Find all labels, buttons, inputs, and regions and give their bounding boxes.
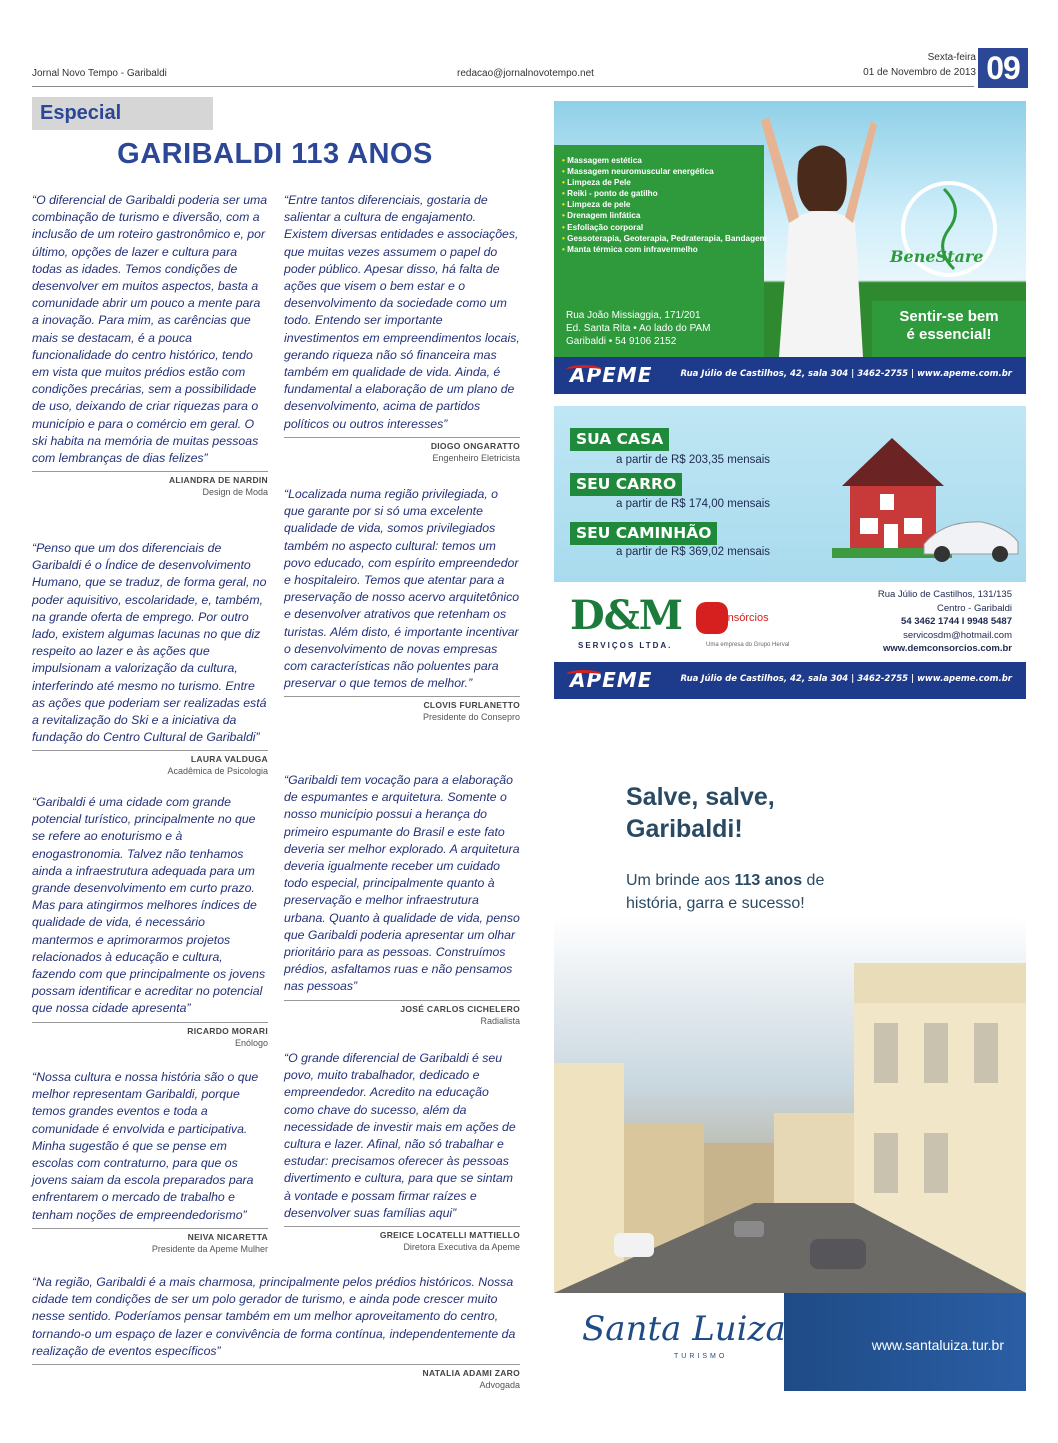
santaluiza-logo-sub: TURISMO xyxy=(674,1353,728,1360)
benestare-brand: BeneStare xyxy=(890,247,984,266)
santaluiza-logo: Santa Luiza xyxy=(582,1309,786,1349)
ad-headline xyxy=(626,781,775,845)
quote-author: JOSÉ CARLOS CICHELERO xyxy=(400,1003,520,1014)
website: www.demconsorcios.com.br xyxy=(883,643,1012,654)
service-item: • Massagem estética xyxy=(562,155,767,166)
quote-text: “Nossa cultura e nossa história são o que melhor representam Garibaldi, porque temos grandes eventos e toda a comunidade é envolvida e participativa. Minha sugestão é que se pense em escolas com contraturno, para que os jovens saiam da escola preparados para enfrentarem o mercado de trabalho e tenham noções de empreendedorismo” xyxy=(32,1070,259,1222)
santaluiza-website: www.santaluiza.tur.br xyxy=(871,1337,1004,1353)
benestare-address xyxy=(566,309,711,348)
slogan-line: é essencial! xyxy=(906,326,992,343)
quote-role: Radialista xyxy=(480,1015,520,1026)
street-photo xyxy=(554,963,1026,1293)
weekday: Sexta-feira xyxy=(927,52,976,63)
divider xyxy=(32,1364,520,1365)
quote-text: “O grande diferencial de Garibaldi é seu povo, muito trabalhador, dedicado e empreendedor. Acredito na educação como chave do sucesso, além da necessidade de investir mais em ações de cultura e lazer. Afinal, não só trabalhar e estudar: precisamos oferecer às pessoas divertimento e cultura, para que se sintam à vontade e possam firmar raízes e desenvolver suas famílias aqui” xyxy=(284,1051,516,1220)
hs-logo-sub: Uma empresa do Grupo Herval xyxy=(706,642,790,648)
quote-role: Engenheiro Eletricista xyxy=(432,452,520,463)
quote-text: “Localizada numa região privilegiada, o que garante por si só uma excelente qualidade de vida, somos privilegiados também no aspecto cultural: temos um povo educado, com espírito empreendedor e hospitaleiro. Temos que atentar para a preservação de nosso acervo arquitetônico e desenvolver atrativos que retenham os turistas. Além disto, é importante incentivar o desenvolvimento de novas empresas com características não poluentes para preservar o que temos de melhor.” xyxy=(284,487,520,691)
quote-block xyxy=(284,1050,520,1252)
quote-role: Enólogo xyxy=(234,1037,268,1048)
offer-label: SEU CAMINHÃO xyxy=(570,522,717,545)
page-headline: GARIBALDI 113 ANOS xyxy=(117,138,433,170)
apeme-logo: APEME xyxy=(570,363,653,387)
quote-block xyxy=(32,794,268,1048)
address-line: Centro - Garibaldi xyxy=(937,602,1012,614)
quote-text: “Na região, Garibaldi é a mais charmosa, principalmente pelos prédios históricos. Nossa cidade tem condições de ser um polo gerador de turismo, e ainda pode crescer muito nesse sentido. Poderíamos pensar também em um melhor aproveitamento do centro, tornando-o um espaço de lazer e convivência de forma contínua, independentemente da realização de eventos específicos” xyxy=(32,1275,516,1358)
subheadline-line xyxy=(626,869,824,892)
hs-logo-text: consórcios xyxy=(716,612,769,624)
quote-block xyxy=(32,192,268,497)
quote-author: ALIANDRA DE NARDIN xyxy=(168,475,268,486)
service-item: • Limpeza de Pele xyxy=(562,177,767,188)
quote-role: Presidente da Apeme Mulher xyxy=(151,1243,268,1254)
date: 01 de Novembro de 2013 xyxy=(863,67,976,78)
dm-logo: D&M xyxy=(570,592,683,639)
headline-line: Salve, salve, xyxy=(626,783,775,811)
header-divider xyxy=(32,86,974,87)
ad-subheadline xyxy=(626,869,824,915)
quote-block xyxy=(32,1274,520,1390)
quote-text: “Garibaldi é uma cidade com grande potencial turístico, principalmente no que se refere ao enoturismo e à enogastronomia. Talvez não tenhamos ainda a infraestrutura adequada para um grande desenvolvimento em curto prazo. Mas para atingirmos melhores índices de qualidade de vida, é necessário mantermos e aprimorarmos projetos relacionados à educação e cultura, fazendo com que principalmente os jovens possam identificar e acreditar no potencial que nossa cidade apresenta” xyxy=(32,795,266,1016)
offer-label: SEU CARRO xyxy=(570,473,682,496)
offer-price: a partir de R$ 203,35 mensais xyxy=(616,454,771,466)
quote-author: GREICE LOCATELLI MATTIELLO xyxy=(379,1230,520,1241)
offer-label: SUA CASA xyxy=(570,428,669,451)
divider xyxy=(284,1000,520,1001)
service-item: • Esfoliação corporal xyxy=(562,222,767,233)
quote-text: “O diferencial de Garibaldi poderia ser uma combinação de turismo e diversão, com a inclusão de um roteiro gastronômico e, por último, opções de lazer e cultura para todas as idades. Temos condições de desenvolver em muitos aspectos, basta a comunidade abrir um pouco a mente para a inovação. Para mim, as carências que mais se destacam, é a pouca funcionalidade do centro histórico, tendo em vista que muitos prédios estão com condições precárias, sem a possibilidade de uso, deixando de criar riquezas para o município e para o comércio em geral. O ski habita na memória de muitas pessoas com lembranças de dias felizes” xyxy=(32,193,268,466)
quote-block xyxy=(32,1069,268,1254)
service-item: • Reiki - ponto de gatilho xyxy=(562,188,767,199)
service-item: • Manta térmica com infravermelho xyxy=(562,244,767,255)
santaluiza-ad xyxy=(554,713,1026,1391)
email: servicosdm@hotmail.com xyxy=(903,629,1012,641)
benestare-ad xyxy=(554,101,1026,394)
divider xyxy=(284,1226,520,1227)
dm-logo-sub: SERVIÇOS LTDA. xyxy=(578,641,673,650)
quote-text: “Penso que um dos diferenciais de Garibaldi é o Índice de desenvolvimento Humano, que se traduz, de forma geral, no poder aquisitivo, escolaridade, e, também, na grande oferta de emprego. Por outro lado, existem algumas lacunas no que diz respeito ao lazer e às ações que impulsionam a valorização da cultura, interferindo até mesmo no turismo. Entre as ações que poderiam ser realizadas está a revitalização do Ski e a iniciativa da fundação do Centro Cultural de Garibaldi” xyxy=(32,541,267,745)
quote-role: Presidente do Consepro xyxy=(422,712,520,723)
anniversary-years: 113 anos xyxy=(734,872,803,889)
dm-ad xyxy=(554,406,1026,699)
quote-text: “Entre tantos diferenciais, gostaria de salientar a cultura de engajamento. Existem diversas entidades e associações, que muitas vezes assumem o papel do poder público. Apesar disso, há falta de ações que visem o bem estar e o desenvolvimento da sociedade como um todo. Entendo ser importante investimentos em empreendimentos locais, gerando riqueza não só financeira mas também em qualidade de vida. Ainda, é fundamental a elaboração de um plano de desenvolvimento, acima de partidos políticos ou outros interesses” xyxy=(284,193,520,431)
divider xyxy=(284,696,520,697)
apeme-info: Rua Júlio de Castilhos, 42, sala 304 | 3462-2755 | www.apeme.com.br xyxy=(680,369,1012,379)
slogan-line: Sentir-se bem xyxy=(899,308,999,325)
offer-price: a partir de R$ 369,02 mensais xyxy=(616,546,771,558)
phone-numbers: 54 3462 1744 I 9948 5487 xyxy=(901,616,1012,627)
service-item: • Gessoterapia, Geoterapia, Pedraterapia, Bandagem xyxy=(562,233,767,244)
benestare-logo xyxy=(889,169,1009,289)
divider xyxy=(32,471,268,472)
service-item: • Massagem neuromuscular energética xyxy=(562,166,767,177)
quote-role: Advogada xyxy=(479,1380,520,1391)
apeme-info: Rua Júlio de Castilhos, 42, sala 304 | 3462-2755 | www.apeme.com.br xyxy=(680,674,1012,684)
quote-block xyxy=(32,540,268,776)
woman-illustration xyxy=(759,101,879,357)
offer-price: a partir de R$ 174,00 mensais xyxy=(616,498,771,510)
house-car-illustration xyxy=(832,424,1020,574)
divider xyxy=(32,1022,268,1023)
service-item: • Limpeza de pele xyxy=(562,199,767,210)
headline-line: Garibaldi! xyxy=(626,815,743,843)
subheadline-text: de xyxy=(802,872,825,889)
quote-block xyxy=(284,192,520,463)
divider xyxy=(284,437,520,438)
address-line: Garibaldi • 54 9106 2152 xyxy=(566,336,677,347)
quote-author: LAURA VALDUGA xyxy=(190,754,268,765)
quote-author: NATALIA ADAMI ZARO xyxy=(422,1368,520,1379)
quote-author: DIOGO ONGARATTO xyxy=(430,440,520,451)
quote-role: Diretora Executiva da Apeme xyxy=(403,1242,520,1253)
subheadline-text: Um brinde aos xyxy=(626,872,735,889)
quote-author: RICARDO MORARI xyxy=(187,1025,268,1036)
hs-consorcios-logo xyxy=(696,602,826,648)
benestare-slogan xyxy=(874,308,1024,344)
quote-text: “Garibaldi tem vocação para a elaboração de espumantes e arquitetura. Somente o nosso município possui a herança do primeiro espumante do Brasil e este fato deveria ser melhor explorado. A arquitetura deveria igualmente receber um cuidado todo especial, principalmente quanto à preservação e melhor infraestrutura urbana. Quanto à qualidade de vida, penso que Garibaldi poderia apresentar um olhar prioritário para as pessoas. Construímos prédios, asfaltamos ruas e não pensamos nas pessoas” xyxy=(284,773,520,994)
quote-role: Acadêmica de Psicologia xyxy=(167,766,268,777)
apeme-logo: APEME xyxy=(570,668,653,692)
publication-name: Jornal Novo Tempo - Garibaldi xyxy=(32,68,167,79)
apeme-bar xyxy=(554,357,1026,394)
divider xyxy=(32,1228,268,1229)
quote-author: NEIVA NICARETTA xyxy=(187,1231,268,1242)
quote-block xyxy=(284,772,520,1026)
page-number: 09 xyxy=(978,48,1028,88)
address-line: Rua João Missiaggia, 171/201 xyxy=(566,310,701,321)
issue-date xyxy=(863,50,976,80)
address-line: Rua Júlio de Castilhos, 131/135 xyxy=(877,589,1012,600)
credit-text xyxy=(1006,723,1016,873)
subheadline-line: história, garra e sucesso! xyxy=(626,895,805,912)
section-tab: Especial xyxy=(32,97,213,130)
quote-block xyxy=(284,486,520,722)
address-line: Ed. Santa Rita • Ao lado do PAM xyxy=(566,323,711,334)
quote-role: Design de Moda xyxy=(202,487,268,498)
dm-contact xyxy=(878,588,1012,656)
quote-author: CLOVIS FURLANETTO xyxy=(423,700,520,711)
apeme-bar xyxy=(554,662,1026,699)
services-list xyxy=(562,155,767,255)
service-item: • Drenagem linfática xyxy=(562,210,767,221)
contact-email: redacao@jornalnovotempo.net xyxy=(457,68,594,79)
divider xyxy=(32,750,268,751)
